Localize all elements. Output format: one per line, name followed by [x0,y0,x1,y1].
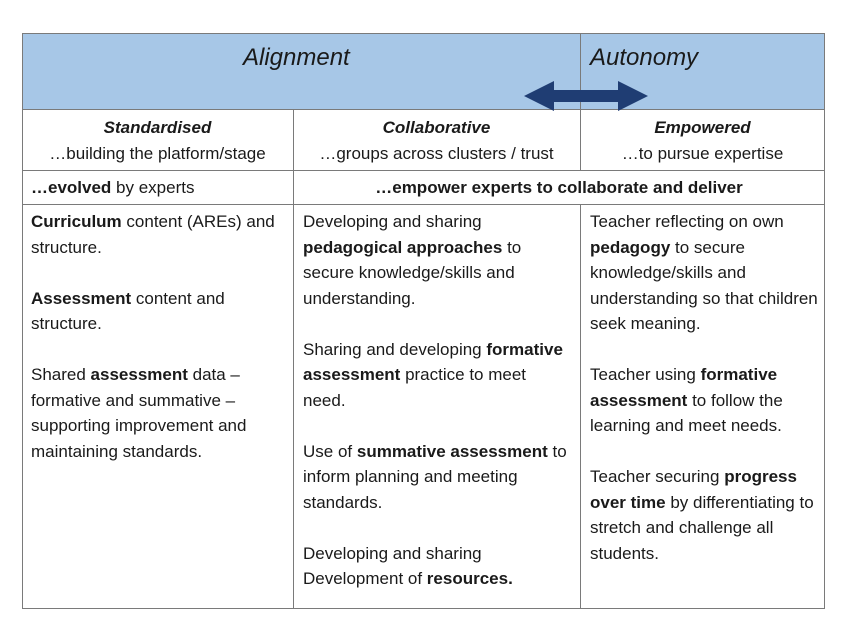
col2-p2-bold: formative assessment [303,339,563,384]
col2-paragraph-2 [303,337,573,414]
col2-p3-bold: summative assessment [356,441,548,461]
col2-p4-bold: resources. [426,569,513,588]
col3-paragraph-1 [590,209,820,337]
col3-p3-pre: Teacher securing [590,467,725,486]
col1-paragraph-3 [31,362,286,464]
col2-p3-pre: Use of [303,441,357,461]
alignment-title: Alignment [243,44,350,71]
column-head-standardised [22,115,293,167]
col2-p1-pre: Developing and sharing [303,212,482,231]
column-title: Empowered [654,118,751,137]
column-subtitle: …building the platform/stage [49,144,266,163]
col1-p3-bold: assessment [90,365,188,384]
col3-p2-bold: formative assessment [590,365,778,410]
col3-body [590,209,820,592]
col2-p2-text: practice to meet need. [303,365,527,410]
col1-p3-text: data – formative and summative – supporting improvement and maintaining standards. [31,365,247,461]
col3-paragraph-2 [590,362,820,439]
column-head-empowered [580,115,825,167]
col1-p2-bold: Assessment [31,288,132,308]
col1-paragraph-1 [31,209,286,260]
col3-p1-text: to secure knowledge/skills and understanding so that children seek meaning. [590,237,818,333]
col3-p2-pre: Teacher using [590,365,701,384]
column-title: Collaborative [382,118,491,137]
col1-p1-bold: Curriculum [31,212,122,231]
col3-p3-bold: progress over time [590,467,797,512]
col3-p1-bold: pedagogy [590,237,671,257]
row2-left-bold: …evolved [31,178,112,197]
column-title: Standardised [103,118,212,137]
header-band [22,33,825,110]
col2-paragraph-1 [303,209,573,311]
col1-p2-text: content and structure. [31,288,225,333]
col1-paragraph-2 [31,286,286,337]
col1-body [31,209,286,490]
column-divider-2b [580,204,581,609]
col3-p1-pre: Teacher reflecting on own [590,212,784,231]
col2-p1-text: to secure knowledge/skills and understanding. [303,237,522,308]
col1-p3-pre: Shared [31,365,91,384]
row2-left-text: by experts [111,178,195,197]
col2-p1-bold: pedagogical approaches [303,237,503,257]
row2-right-cell: …empower experts to collaborate and deliver [375,178,743,197]
col3-paragraph-3 [590,464,820,566]
col3-p2-text: to follow the learning and meet needs. [590,390,783,435]
col2-p2-pre: Sharing and developing [303,339,487,359]
col2-p3-text: to inform planning and meeting standards. [303,441,567,512]
col2-body [303,209,573,617]
row-divider-2 [22,204,825,205]
col2-paragraph-4 [303,541,573,592]
row-divider-1 [22,170,825,171]
column-subtitle: …to pursue expertise [621,144,784,163]
column-subtitle: …groups across clusters / trust [319,144,554,163]
col2-paragraph-3 [303,439,573,516]
col2-p4-pre: Developing and sharing Development of [303,543,482,588]
col3-p3-text: by differentiating to stretch and challenge all students. [590,492,814,563]
double-arrow-icon [524,80,648,112]
row2-left-cell [31,177,194,199]
col1-p1-text: content (AREs) and structure. [31,212,275,257]
autonomy-title: Autonomy [590,44,699,71]
column-head-collaborative [293,115,580,167]
